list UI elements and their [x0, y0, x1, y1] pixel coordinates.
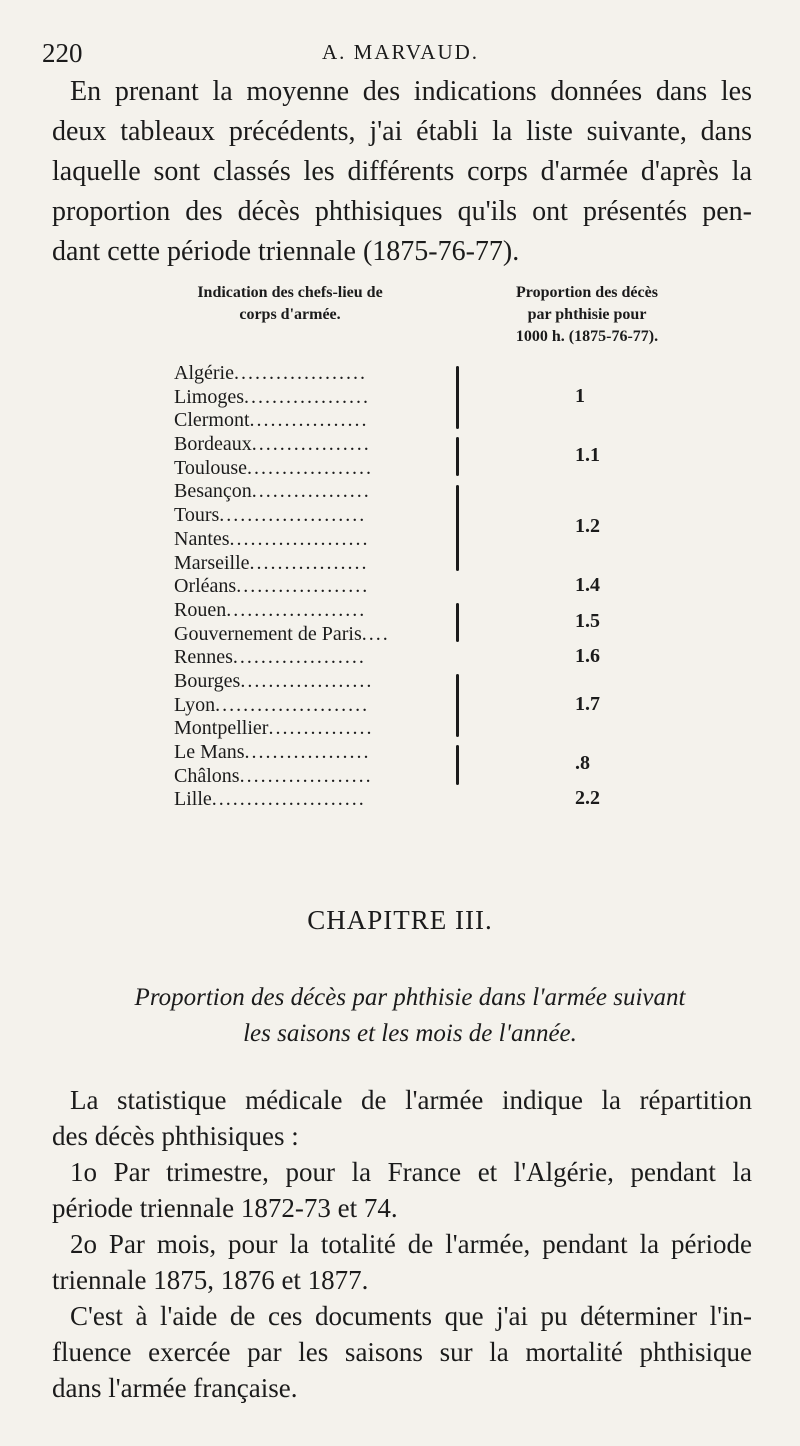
corps-row: [174, 362, 614, 386]
chapter-subtitle-line: les saisons et les mois de l'année.: [243, 1020, 577, 1047]
intro-line: laquelle sont classés les différents corps d'armée d'après la: [52, 156, 752, 187]
body-paragraphs: [52, 1082, 752, 1406]
table-header-right-line: Proportion des décès: [516, 284, 658, 301]
proportion-value: 2.2: [575, 787, 600, 810]
chapter-heading: CHAPITRE III.: [307, 905, 493, 935]
leader-dots: ......................: [211, 788, 366, 811]
corps-row: [174, 457, 614, 481]
table-header-left: [170, 282, 410, 326]
corps-row: [174, 528, 614, 552]
leader-dots: ....................: [226, 598, 367, 621]
leader-dots: .....................: [219, 504, 367, 527]
leader-dots: ...................: [236, 575, 370, 598]
running-header: [42, 38, 762, 68]
corps-name: Gouvernement de Paris: [174, 622, 362, 645]
intro-paragraph: [52, 72, 752, 272]
proportion-value: 1: [575, 384, 585, 407]
corps-name: Marseille: [174, 551, 250, 574]
chapter-subtitle-line: Proportion des décès par phthisie dans l'armée suivant: [134, 984, 686, 1011]
corps-name: Lille: [174, 788, 212, 811]
corps-row: [174, 552, 614, 576]
body-line: 1o Par trimestre, pour la France et l'Algérie, pendant la: [70, 1157, 752, 1187]
corps-name: Algérie: [174, 362, 234, 384]
leader-dots: ...................: [240, 669, 374, 692]
corps-name: Besançon: [174, 480, 252, 503]
table-header-right-line: 1000 h. (1875-76-77).: [515, 328, 659, 345]
corps-row: [174, 599, 614, 623]
corps-name: Limoges: [174, 385, 244, 408]
corps-name: Bourges: [174, 669, 241, 692]
body-line: triennale 1875, 1876 et 1877.: [52, 1265, 369, 1295]
proportion-value: 1.5: [575, 609, 600, 632]
corps-row: [174, 480, 614, 504]
running-title: A. MARVAUD.: [322, 40, 480, 64]
corps-list: [174, 362, 614, 812]
corps-row: [174, 741, 614, 765]
leader-dots: .................: [251, 480, 371, 503]
leader-dots: .................: [249, 551, 369, 574]
leader-dots: ....................: [229, 527, 370, 550]
body-line: La statistique médicale de l'armée indique la répartition: [70, 1085, 752, 1115]
intro-line: deux tableaux précédents, j'ai établi la liste suivante, dans: [52, 116, 752, 147]
table-header-left-line: corps d'armée.: [239, 306, 341, 323]
body-line: C'est à l'aide de ces documents que j'ai pu déterminer l'in-: [70, 1301, 752, 1331]
corps-name: Rouen: [174, 598, 227, 621]
corps-name: Toulouse: [174, 456, 248, 479]
intro-line: proportion des décès phthisiques qu'ils ont présentés pen-: [52, 196, 752, 227]
body-line: fluence exercée par les saisons sur la mortalité phthisique: [52, 1337, 752, 1367]
corps-row: [174, 788, 614, 812]
intro-line: En prenant la moyenne des indications données dans les: [70, 76, 752, 107]
proportion-value: .8: [575, 751, 590, 774]
corps-name: Tours: [174, 504, 220, 527]
corps-name: Le Mans: [174, 741, 245, 763]
intro-line: dant cette période triennale (1875-76-77).: [52, 236, 520, 267]
proportion-value: 1.1: [575, 443, 600, 466]
corps-row: [174, 386, 614, 410]
leader-dots: ......................: [215, 693, 370, 716]
leader-dots: ..................: [244, 741, 371, 763]
proportion-value: 1.6: [575, 645, 600, 668]
leader-dots: ..................: [247, 456, 374, 479]
corps-row: [174, 504, 614, 528]
leader-dots: ..................: [244, 385, 370, 408]
body-line: période triennale 1872-73 et 74.: [52, 1193, 398, 1223]
corps-name: Orléans: [174, 575, 237, 598]
table-header-right-line: par phthisie pour: [527, 306, 647, 323]
table-header-right: [492, 282, 682, 348]
corps-name: Bordeaux: [174, 433, 252, 456]
corps-name: Châlons: [174, 764, 240, 787]
proportion-value: 1.2: [575, 514, 600, 537]
body-line: 2o Par mois, pour la totalité de l'armée, pendant la période: [70, 1229, 752, 1259]
corps-row: [174, 646, 614, 670]
corps-row: [174, 717, 614, 741]
leader-dots: ...............: [268, 717, 374, 740]
corps-row: [174, 670, 614, 694]
page-number: 220: [42, 38, 83, 68]
corps-name: Nantes: [174, 527, 230, 550]
corps-row: [174, 765, 614, 789]
body-line: des décès phthisiques :: [52, 1121, 299, 1151]
corps-name: Montpellier: [174, 717, 269, 740]
leader-dots: .................: [249, 409, 369, 432]
table-header-left-line: Indication des chefs-lieu de: [197, 284, 383, 301]
corps-name: Lyon: [174, 693, 216, 716]
corps-row: [174, 575, 614, 599]
leader-dots: ...................: [233, 362, 367, 384]
chapter-subtitle: [70, 980, 750, 1052]
body-line: dans l'armée française.: [52, 1373, 298, 1403]
leader-dots: ...................: [239, 764, 373, 787]
corps-row: [174, 433, 614, 457]
corps-row: [174, 694, 614, 718]
corps-name: Rennes: [174, 646, 233, 669]
leader-dots: .................: [251, 433, 371, 456]
proportion-value: 1.4: [575, 574, 600, 597]
corps-row: [174, 623, 614, 647]
corps-name: Clermont: [174, 409, 250, 432]
leader-dots: ...................: [232, 646, 366, 669]
leader-dots: ....: [361, 622, 390, 645]
corps-row: [174, 409, 614, 433]
proportion-value: 1.7: [575, 692, 600, 715]
